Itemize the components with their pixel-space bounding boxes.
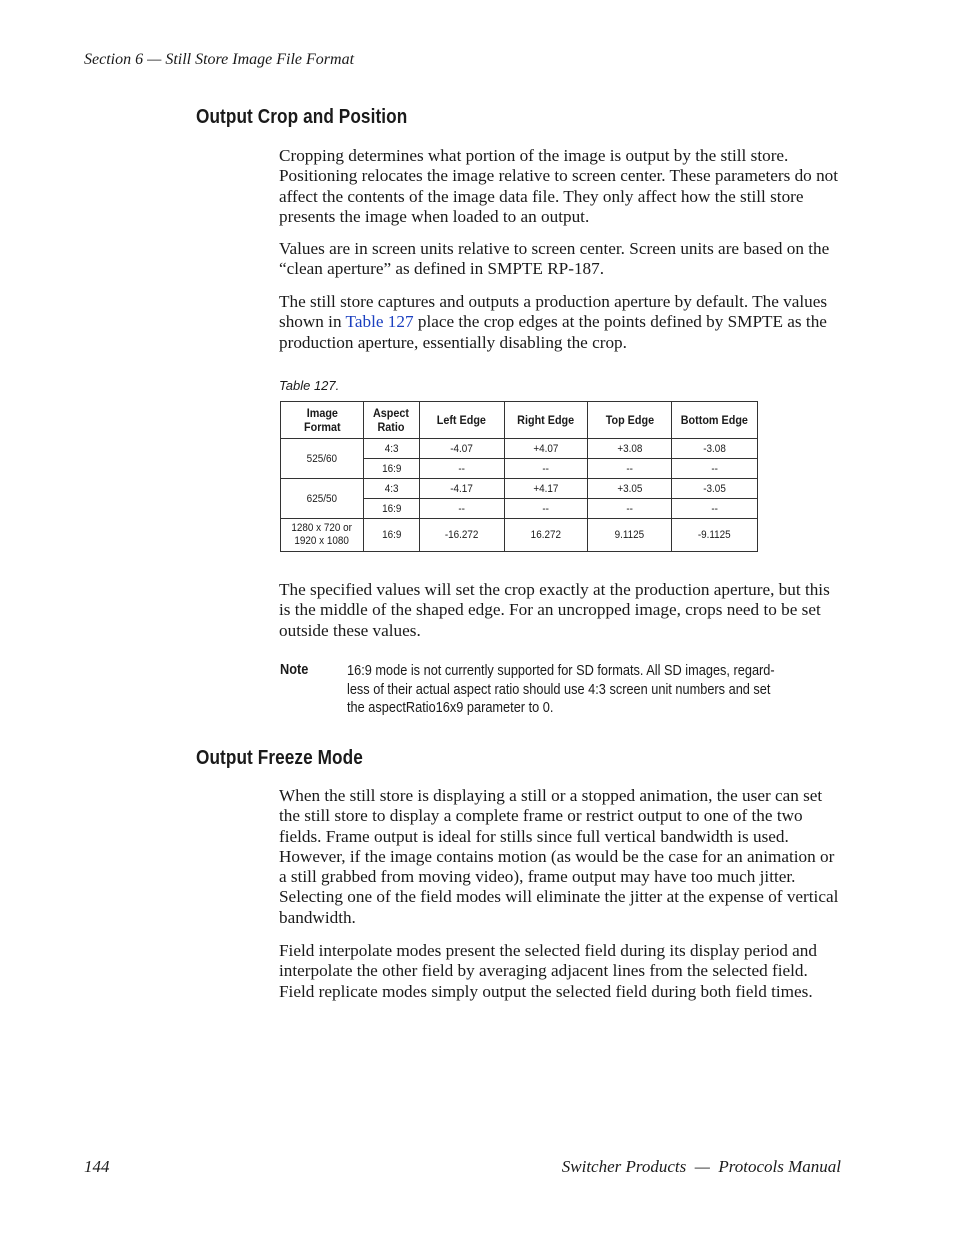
cell-text: -- xyxy=(542,502,550,515)
cell-text: -- xyxy=(711,462,718,475)
cell-top-edge xyxy=(588,499,672,519)
column-header-left-edge xyxy=(419,402,504,439)
cell-text: -3.05 xyxy=(703,482,726,495)
cell-format xyxy=(281,479,364,519)
cell-top-edge xyxy=(588,519,672,552)
header-text: Bottom Edge xyxy=(680,413,749,427)
cell-text: -- xyxy=(711,502,718,515)
cell-text: -- xyxy=(626,462,634,475)
cell-text: +3.05 xyxy=(617,482,643,495)
paragraph-text: place the crop edges at the points defined by SMPTE as the production aperture, essentially disabling the crop. xyxy=(279,312,827,352)
cell-text: -4.17 xyxy=(450,482,473,495)
cell-text: 625/50 xyxy=(306,492,338,505)
table-row xyxy=(281,519,758,552)
header-text: Top Edge xyxy=(605,413,654,427)
cell-ratio xyxy=(363,439,419,459)
section-heading-freeze: Output Freeze Mode xyxy=(196,747,363,769)
cell-text: +4.17 xyxy=(533,482,559,495)
header-text: Aspect xyxy=(373,406,410,420)
crop-values-table xyxy=(280,401,758,552)
paragraph-freeze-intro: When the still store is displaying a still or a stopped animation, the user can set the still store to display a complete frame or restrict output to one of the two fields. Frame output is ideal for stills since full vertical bandwidth is used. However, if the image contains motion (as would be the case for an animation or a still grabbed from moving video), frame output may have too much jitter. Selecting one of the field modes will eliminate the jitter at the expense of vertical bandwidth. xyxy=(279,786,839,927)
cell-right-edge xyxy=(504,519,588,552)
cell-ratio xyxy=(363,479,419,499)
cell-top-edge xyxy=(588,439,672,459)
table-row xyxy=(281,479,758,499)
cell-text: 1280 x 720 or xyxy=(291,522,353,534)
cell-bottom-edge xyxy=(672,439,758,459)
note-line: the aspectRatio16x9 parameter to 0. xyxy=(347,700,554,716)
header-text: Format xyxy=(303,420,341,434)
cell-text: +3.08 xyxy=(617,442,643,455)
section-heading-crop: Output Crop and Position xyxy=(196,106,408,128)
cell-text: -- xyxy=(542,462,550,475)
column-header-bottom-edge xyxy=(672,402,758,439)
cell-text: -- xyxy=(458,462,465,475)
cell-text: 16.272 xyxy=(530,528,562,541)
note-line: less of their actual aspect ratio should use 4:3 screen unit numbers and set xyxy=(347,681,771,698)
column-header-right-edge xyxy=(504,402,588,439)
cell-left-edge xyxy=(419,459,504,479)
running-header: Section 6 — Still Store Image File Format xyxy=(84,51,355,68)
column-header-image-format xyxy=(281,402,364,439)
cell-text: 525/60 xyxy=(306,452,338,465)
cell-text: +4.07 xyxy=(533,442,559,455)
header-text: Image xyxy=(306,406,338,420)
cell-format xyxy=(281,439,364,479)
paragraph-shaped-edge: The specified values will set the crop exactly at the production aperture, but this is the middle of the shaped edge. For an uncropped image, crops need to be set outside these values. xyxy=(279,580,830,640)
cell-text: 16:9 xyxy=(381,502,401,515)
cell-text: 4:3 xyxy=(384,482,399,495)
table-127-link[interactable]: Table 127 xyxy=(345,312,414,332)
cell-text: 9.1125 xyxy=(614,528,645,541)
cell-left-edge xyxy=(419,499,504,519)
cell-format xyxy=(281,519,364,552)
cell-bottom-edge xyxy=(672,479,758,499)
cell-text: 1920 x 1080 xyxy=(294,535,350,547)
cell-text: -9.1125 xyxy=(698,528,731,541)
footer-document-title: Switcher Products — Protocols Manual xyxy=(561,1157,841,1176)
cell-text: -4.07 xyxy=(450,442,473,455)
cell-text: -- xyxy=(626,502,634,515)
cell-right-edge xyxy=(504,439,588,459)
cell-top-edge xyxy=(588,479,672,499)
table-caption: Table 127. xyxy=(279,378,340,393)
paragraph-text: The still store captures and outputs a production aperture by default. The values shown in xyxy=(279,292,828,332)
cell-bottom-edge xyxy=(672,499,758,519)
note-label: Note xyxy=(280,662,309,678)
paragraph-field-modes: Field interpolate modes present the selected field during its display period and interpolate the other field by averaging adjacent lines from the selected field. Field replicate modes simply output the selected field during both field times. xyxy=(279,941,817,1001)
cell-text: -16.272 xyxy=(444,528,479,541)
header-text: Right Edge xyxy=(517,413,575,427)
page-number: 144 xyxy=(84,1157,110,1176)
table-header-row xyxy=(281,402,758,439)
cell-left-edge xyxy=(419,479,504,499)
cell-ratio xyxy=(363,519,419,552)
table-row xyxy=(281,439,758,459)
cell-right-edge xyxy=(504,499,588,519)
cell-ratio xyxy=(363,459,419,479)
cell-right-edge xyxy=(504,459,588,479)
cell-text: 4:3 xyxy=(384,442,399,455)
column-header-top-edge xyxy=(588,402,672,439)
note-text xyxy=(347,662,805,718)
paragraph-crop-intro: Cropping determines what portion of the image is output by the still store. Positioning relocates the image relative to screen center. These parameters do not affect the contents of the image data file. They only affect how the still store presents the image when loaded to an output. xyxy=(279,146,839,226)
cell-text: -3.08 xyxy=(703,442,726,455)
column-header-aspect-ratio xyxy=(363,402,419,439)
header-text: Ratio xyxy=(377,420,405,434)
paragraph-screen-units: Values are in screen units relative to screen center. Screen units are based on the “clean aperture” as defined in SMPTE RP-187. xyxy=(279,239,830,279)
cell-text: -- xyxy=(458,502,465,515)
cell-right-edge xyxy=(504,479,588,499)
note-line: 16:9 mode is not currently supported for SD formats. All SD images, regard- xyxy=(347,663,775,679)
cell-left-edge xyxy=(419,439,504,459)
paragraph-production-aperture xyxy=(279,292,841,353)
cell-text: 16:9 xyxy=(381,528,401,541)
header-text: Left Edge xyxy=(437,413,487,427)
cell-left-edge xyxy=(419,519,504,552)
cell-ratio xyxy=(363,499,419,519)
cell-text: 16:9 xyxy=(381,462,401,475)
cell-top-edge xyxy=(588,459,672,479)
cell-bottom-edge xyxy=(672,459,758,479)
cell-bottom-edge xyxy=(672,519,758,552)
